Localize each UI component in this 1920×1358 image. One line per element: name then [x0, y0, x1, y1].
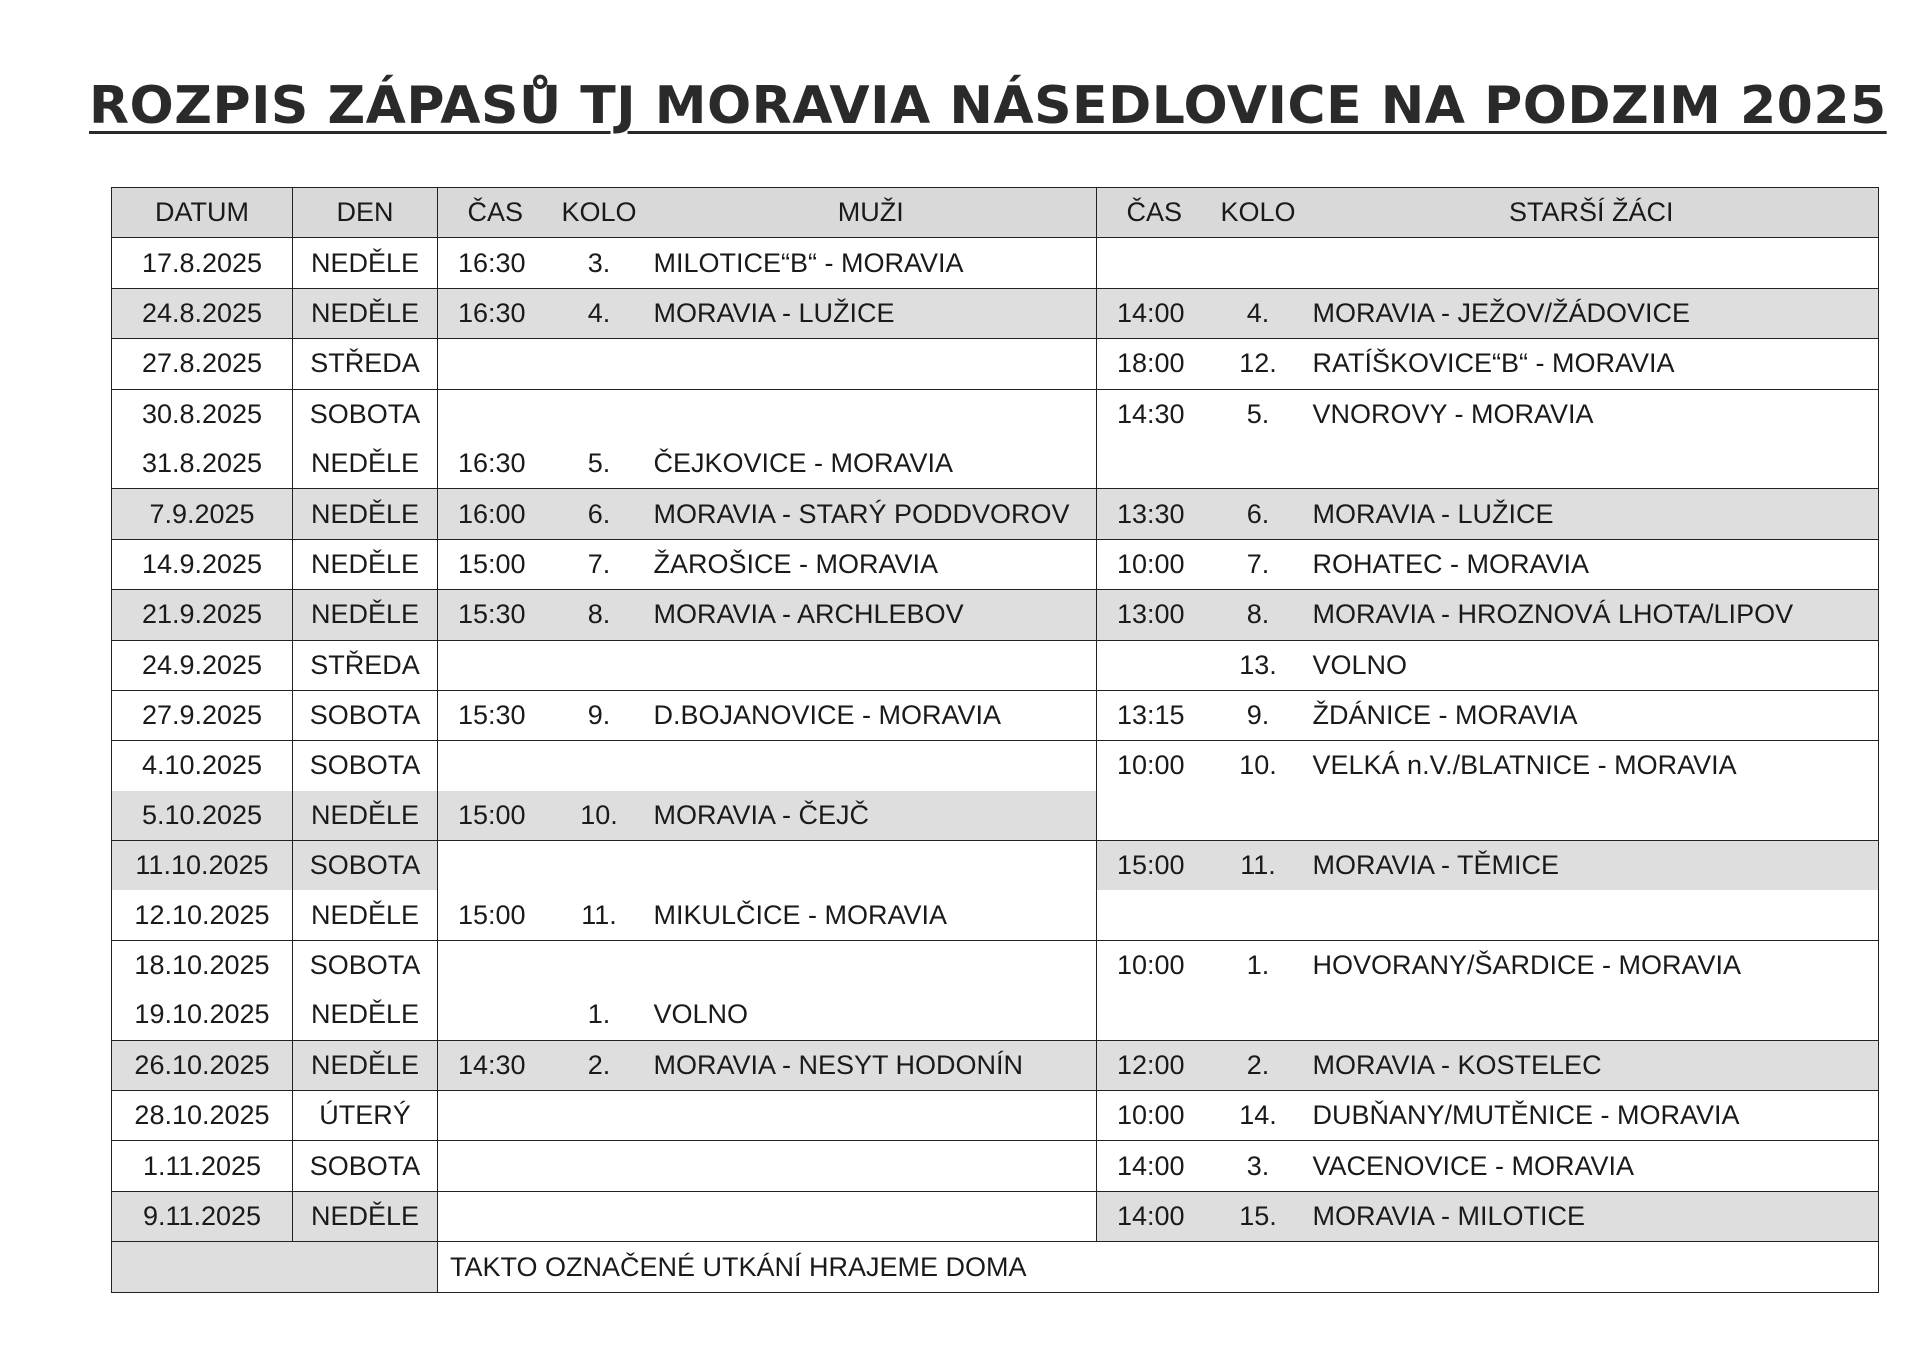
cell-men-round: 4. — [553, 288, 646, 338]
cell-day: SOBOTA — [293, 690, 438, 740]
table-row — [112, 791, 1879, 841]
cell-juniors-round: 10. — [1212, 741, 1305, 791]
cell-juniors-round — [1212, 990, 1305, 1040]
table-row — [112, 640, 1879, 690]
cell-juniors-time: 14:00 — [1097, 1191, 1212, 1241]
cell-juniors-time: 10:00 — [1097, 940, 1212, 990]
cell-date: 14.9.2025 — [112, 539, 293, 589]
cell-men-round: 7. — [553, 539, 646, 589]
cell-men-round: 11. — [581, 899, 617, 930]
cell-juniors-round — [1212, 238, 1305, 288]
cell-juniors-time — [1097, 238, 1212, 288]
cell-date: 9.11.2025 — [112, 1191, 293, 1241]
cell-date: 1.11.2025 — [112, 1141, 293, 1191]
cell-men-time: 15:30 — [438, 590, 553, 640]
cell-men-time — [438, 990, 553, 1040]
cell-juniors-time: 14:00 — [1097, 288, 1212, 338]
cell-men-time — [438, 940, 553, 990]
cell-men-round — [553, 1191, 646, 1241]
cell-juniors-round: 7. — [1212, 539, 1305, 589]
cell-juniors-round — [1212, 791, 1305, 841]
cell-day: SOBOTA — [293, 1141, 438, 1191]
cell-day: NEDĚLE — [293, 590, 438, 640]
cell-juniors-time — [1097, 791, 1212, 841]
cell-date: 18.10.2025 — [112, 940, 293, 990]
header-men-round: KOLO — [553, 188, 646, 238]
cell-day: SOBOTA — [293, 741, 438, 791]
cell-men-match — [646, 389, 1097, 439]
cell-date: 28.10.2025 — [112, 1091, 293, 1141]
table-row — [112, 690, 1879, 740]
cell-men-match: MORAVIA - NESYT HODONÍN — [646, 1040, 1097, 1090]
cell-men-time — [438, 640, 553, 690]
cell-day: NEDĚLE — [293, 990, 438, 1040]
cell-men-round — [553, 339, 646, 389]
cell-juniors-round: 6. — [1212, 489, 1305, 539]
table-row — [112, 339, 1879, 389]
header-juniors: STARŠÍ ŽÁCI — [1305, 188, 1879, 238]
cell-date: 27.9.2025 — [112, 690, 293, 740]
cell-juniors-match: MORAVIA - KOSTELEC — [1305, 1040, 1879, 1090]
cell-men-round — [553, 640, 646, 690]
cell-juniors-round: 3. — [1212, 1141, 1305, 1191]
table-row — [112, 288, 1879, 338]
cell-juniors-round: 4. — [1212, 288, 1305, 338]
cell-juniors-round: 1. — [1212, 940, 1305, 990]
cell-men-round: 5. — [587, 448, 611, 479]
header-juniors-time: ČAS — [1097, 188, 1212, 238]
cell-juniors-round: 12. — [1212, 339, 1305, 389]
cell-men-round: 6. — [553, 489, 646, 539]
cell-day: NEDĚLE — [293, 489, 438, 539]
cell-juniors-match — [1305, 990, 1879, 1040]
cell-juniors-match — [1305, 791, 1879, 841]
cell-juniors-time: 18:00 — [1097, 339, 1212, 389]
cell-men-match — [646, 1141, 1097, 1191]
cell-juniors-time: 15:00 — [1097, 841, 1212, 891]
schedule-table — [111, 187, 1879, 1293]
cell-men-match: MORAVIA - ARCHLEBOV — [646, 590, 1097, 640]
cell-men-time — [438, 1141, 553, 1191]
cell-men-match: MIKULČICE - MORAVIA — [653, 899, 948, 930]
cell-date: 11.10.2025 — [112, 841, 293, 891]
table-row — [112, 1191, 1879, 1241]
cell-men-time: 15:00 — [438, 791, 553, 841]
cell-men-time: 16:00 — [438, 489, 553, 539]
table-row — [112, 439, 1879, 489]
cell-juniors-round: 2. — [1212, 1040, 1305, 1090]
cell-men-round — [553, 841, 646, 891]
cell-day: ÚTERÝ — [293, 1091, 438, 1141]
cell-men-round: 3. — [553, 238, 646, 288]
cell-juniors-round: 9. — [1212, 690, 1305, 740]
table-row — [112, 1040, 1879, 1090]
cell-men-round: 8. — [553, 590, 646, 640]
table-row — [112, 590, 1879, 640]
cell-juniors-match — [1305, 439, 1879, 489]
cell-men-round — [553, 940, 646, 990]
cell-juniors-match: MORAVIA - JEŽOV/ŽÁDOVICE — [1305, 288, 1879, 338]
table-row — [112, 489, 1879, 539]
cell-juniors-round: 8. — [1212, 590, 1305, 640]
cell-men-match: VOLNO — [653, 999, 749, 1030]
table-row — [112, 539, 1879, 589]
cell-men-match — [646, 741, 1097, 791]
table-row — [112, 890, 1879, 940]
legend-swatch — [112, 1242, 438, 1293]
cell-men-round — [553, 389, 646, 439]
cell-day: NEDĚLE — [293, 539, 438, 589]
cell-juniors-round: 14. — [1212, 1091, 1305, 1141]
cell-men-time: 14:30 — [438, 1040, 553, 1090]
cell-date: 17.8.2025 — [112, 238, 293, 288]
cell-day: SOBOTA — [293, 389, 438, 439]
cell-men-time: 16:30 — [438, 288, 553, 338]
cell-juniors-time: 10:00 — [1097, 539, 1212, 589]
cell-juniors-time — [1097, 640, 1212, 690]
cell-date: 4.10.2025 — [112, 741, 293, 791]
cell-date: 27.8.2025 — [112, 339, 293, 389]
table-row — [112, 1141, 1879, 1191]
cell-juniors-time — [1097, 990, 1212, 1040]
cell-men-match — [646, 1191, 1097, 1241]
cell-men-round — [553, 741, 646, 791]
cell-men-time: 16:30 — [438, 238, 553, 288]
cell-juniors-match: HOVORANY/ŠARDICE - MORAVIA — [1305, 940, 1879, 990]
cell-day: NEDĚLE — [293, 288, 438, 338]
cell-juniors-match: RATÍŠKOVICE“B“ - MORAVIA — [1305, 339, 1879, 389]
cell-juniors-round: 5. — [1212, 389, 1305, 439]
cell-men-time — [438, 389, 553, 439]
table-row — [112, 940, 1879, 990]
cell-men-round — [553, 1141, 646, 1191]
cell-date: 19.10.2025 — [112, 990, 293, 1040]
cell-day: STŘEDA — [293, 339, 438, 389]
cell-date: 12.10.2025 — [112, 890, 293, 940]
cell-men-time: 15:30 — [438, 690, 553, 740]
cell-juniors-match: VACENOVICE - MORAVIA — [1305, 1141, 1879, 1191]
cell-day: NEDĚLE — [293, 890, 438, 940]
cell-men-match: MORAVIA - STARÝ PODDVOROV — [646, 489, 1097, 539]
cell-day: SOBOTA — [293, 841, 438, 891]
cell-date: 7.9.2025 — [112, 489, 293, 539]
header-row — [112, 188, 1879, 238]
table-row — [112, 389, 1879, 439]
cell-day: NEDĚLE — [293, 1191, 438, 1241]
cell-juniors-time — [1097, 890, 1212, 940]
cell-date: 24.9.2025 — [112, 640, 293, 690]
table-row — [112, 741, 1879, 791]
cell-juniors-time: 12:00 — [1097, 1040, 1212, 1090]
cell-men-round — [553, 1091, 646, 1141]
cell-juniors-match: MORAVIA - LUŽICE — [1305, 489, 1879, 539]
cell-juniors-match: VELKÁ n.V./BLATNICE - MORAVIA — [1305, 741, 1879, 791]
legend-row — [112, 1242, 1879, 1293]
cell-date: 31.8.2025 — [112, 439, 293, 489]
cell-men-match: MILOTICE“B“ - MORAVIA — [646, 238, 1097, 288]
cell-juniors-time: 10:00 — [1097, 741, 1212, 791]
cell-juniors-match: DUBŇANY/MUTĚNICE - MORAVIA — [1305, 1091, 1879, 1141]
header-date: DATUM — [112, 188, 293, 238]
cell-men-time: 15:00 — [438, 539, 553, 589]
table-row — [112, 841, 1879, 891]
cell-juniors-match — [1305, 890, 1879, 940]
cell-date: 24.8.2025 — [112, 288, 293, 338]
cell-men-time — [438, 1091, 553, 1141]
cell-juniors-time — [1097, 439, 1212, 489]
cell-juniors-match: ROHATEC - MORAVIA — [1305, 539, 1879, 589]
legend-text: TAKTO OZNAČENÉ UTKÁNÍ HRAJEME DOMA — [438, 1242, 1879, 1293]
cell-juniors-time: 10:00 — [1097, 1091, 1212, 1141]
cell-day: SOBOTA — [293, 940, 438, 990]
cell-men-time — [438, 339, 553, 389]
cell-day: NEDĚLE — [293, 238, 438, 288]
table-row — [112, 238, 1879, 288]
cell-juniors-match: VOLNO — [1305, 640, 1879, 690]
cell-juniors-round — [1212, 439, 1305, 489]
cell-men-match: ČEJKOVICE - MORAVIA — [653, 448, 954, 479]
cell-juniors-time: 13:15 — [1097, 690, 1212, 740]
cell-men-match: D.BOJANOVICE - MORAVIA — [646, 690, 1097, 740]
cell-juniors-match — [1305, 238, 1879, 288]
table-row — [112, 990, 1879, 1040]
cell-day: NEDĚLE — [293, 1040, 438, 1090]
cell-day: STŘEDA — [293, 640, 438, 690]
cell-juniors-match: MORAVIA - HROZNOVÁ LHOTA/LIPOV — [1305, 590, 1879, 640]
cell-men-time — [438, 1191, 553, 1241]
cell-men-match: ŽAROŠICE - MORAVIA — [646, 539, 1097, 589]
cell-men-round: 1. — [587, 999, 611, 1030]
cell-men-match — [646, 841, 1097, 891]
cell-men-match: MORAVIA - ČEJČ — [646, 791, 1097, 841]
header-day: DEN — [293, 188, 438, 238]
cell-men-match — [646, 940, 1097, 990]
cell-men-round: 2. — [553, 1040, 646, 1090]
cell-juniors-round: 13. — [1212, 640, 1305, 690]
cell-men-round: 10. — [553, 791, 646, 841]
cell-men-round: 9. — [553, 690, 646, 740]
cell-juniors-time: 14:00 — [1097, 1141, 1212, 1191]
cell-men-match — [646, 1091, 1097, 1141]
cell-juniors-round: 15. — [1212, 1191, 1305, 1241]
cell-juniors-match: MORAVIA - MILOTICE — [1305, 1191, 1879, 1241]
table-row — [112, 1091, 1879, 1141]
header-men: MUŽI — [646, 188, 1097, 238]
cell-date: 30.8.2025 — [112, 389, 293, 439]
cell-men-match: MORAVIA - LUŽICE — [646, 288, 1097, 338]
cell-date: 21.9.2025 — [112, 590, 293, 640]
cell-juniors-time: 13:00 — [1097, 590, 1212, 640]
cell-men-time: 15:00 — [458, 899, 526, 930]
cell-day: NEDĚLE — [293, 791, 438, 841]
cell-men-match — [646, 640, 1097, 690]
cell-men-time — [438, 741, 553, 791]
cell-day: NEDĚLE — [293, 439, 438, 489]
cell-juniors-time: 13:30 — [1097, 489, 1212, 539]
page-title: ROZPIS ZÁPASŮ TJ MORAVIA NÁSEDLOVICE NA PODZIM 2025 — [89, 76, 1887, 136]
cell-men-time — [438, 841, 553, 891]
cell-men-time: 16:30 — [458, 448, 526, 479]
cell-juniors-match: ŽDÁNICE - MORAVIA — [1305, 690, 1879, 740]
cell-juniors-round — [1212, 890, 1305, 940]
header-juniors-round: KOLO — [1212, 188, 1305, 238]
cell-men-match — [646, 339, 1097, 389]
cell-date: 26.10.2025 — [112, 1040, 293, 1090]
cell-date: 5.10.2025 — [112, 791, 293, 841]
cell-juniors-match: VNOROVY - MORAVIA — [1305, 389, 1879, 439]
cell-juniors-round: 11. — [1212, 841, 1305, 891]
header-men-time: ČAS — [438, 188, 553, 238]
cell-juniors-time: 14:30 — [1097, 389, 1212, 439]
cell-juniors-match: MORAVIA - TĚMICE — [1305, 841, 1879, 891]
